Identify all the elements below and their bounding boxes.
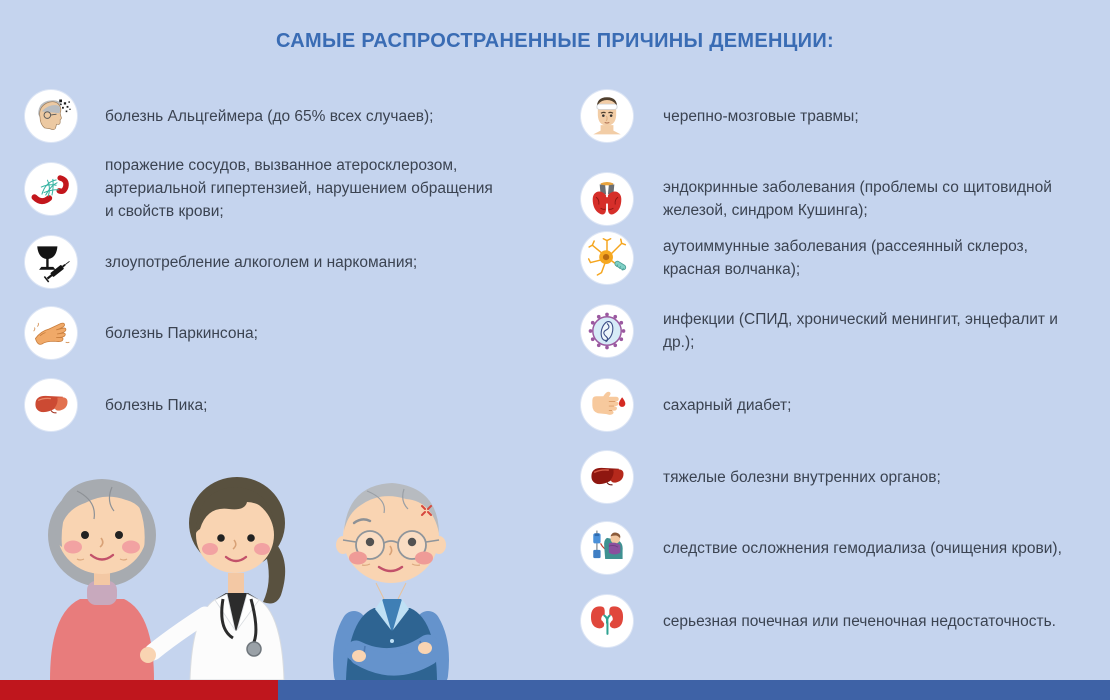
cause-item-diabetes — [581, 379, 1088, 431]
cause-item-infections — [581, 305, 1088, 357]
cause-text: болезнь Альцгеймера (до 65% всех случаев); — [105, 107, 434, 125]
neuron-icon — [581, 232, 633, 284]
cause-text: болезнь Паркинсона; — [105, 324, 258, 342]
internal-organ-icon — [581, 451, 633, 503]
alzheimer-head-icon — [25, 90, 77, 142]
hemodialysis-icon — [581, 522, 633, 574]
cause-text: серьезная почечная или печеночная недостаточность. — [663, 612, 1056, 630]
cause-item-parkinson — [25, 307, 505, 359]
cause-text: сахарный диабет; — [663, 396, 792, 414]
blood-drop-hand-icon — [581, 379, 633, 431]
characters-illustration — [2, 443, 472, 680]
cause-item-pick — [25, 379, 505, 431]
liver-icon — [25, 379, 77, 431]
elderly-woman-figure — [48, 479, 156, 680]
cause-item-alcohol — [25, 236, 505, 288]
head-injury-icon — [581, 90, 633, 142]
cause-text: злоупотребление алкоголем и наркомания; — [105, 253, 418, 271]
alcohol-and-syringe-icon — [25, 236, 77, 288]
cause-item-endocrine — [581, 173, 1088, 225]
trembling-hand-icon — [25, 307, 77, 359]
page-title: САМЫЕ РАСПРОСТРАНЕННЫЕ ПРИЧИНЫ ДЕМЕНЦИИ: — [276, 30, 834, 52]
virus-icon — [581, 305, 633, 357]
cause-text: поражение сосудов, вызванное атеросклерозом, артериальной гипертензией, нарушением обращения и свойств крови; — [105, 157, 493, 220]
cause-text: тяжелые болезни внутренних органов; — [663, 468, 941, 486]
cause-item-head-injury — [581, 90, 1088, 142]
footer-blue-bar — [278, 680, 1110, 700]
cause-text: черепно-мозговые травмы; — [663, 107, 859, 125]
female-doctor-figure — [140, 477, 285, 680]
cause-text: аутоиммунные заболевания (рассеянный склероз, красная волчанка); — [663, 238, 1028, 278]
cause-item-alzheimer — [25, 90, 505, 142]
blood-vessels-icon — [25, 163, 77, 215]
cause-text: эндокринные заболевания (проблемы со щитовидной железой, синдром Кушинга); — [663, 179, 1052, 219]
cause-item-internal-organs — [581, 451, 1088, 503]
cause-text: следствие осложнения гемодиализа (очищения крови), — [663, 539, 1062, 557]
cause-item-renal-failure — [581, 595, 1088, 647]
cause-item-vascular — [25, 154, 505, 223]
elderly-man-figure — [336, 483, 446, 680]
cause-item-hemodialysis — [581, 522, 1088, 574]
footer-red-bar — [0, 680, 278, 700]
cause-text: болезнь Пика; — [105, 396, 208, 414]
cause-text: инфекции (СПИД, хронический менингит, энцефалит и др.); — [663, 311, 1058, 351]
thyroid-icon — [581, 173, 633, 225]
cause-item-autoimmune — [581, 232, 1088, 284]
kidneys-icon — [581, 595, 633, 647]
